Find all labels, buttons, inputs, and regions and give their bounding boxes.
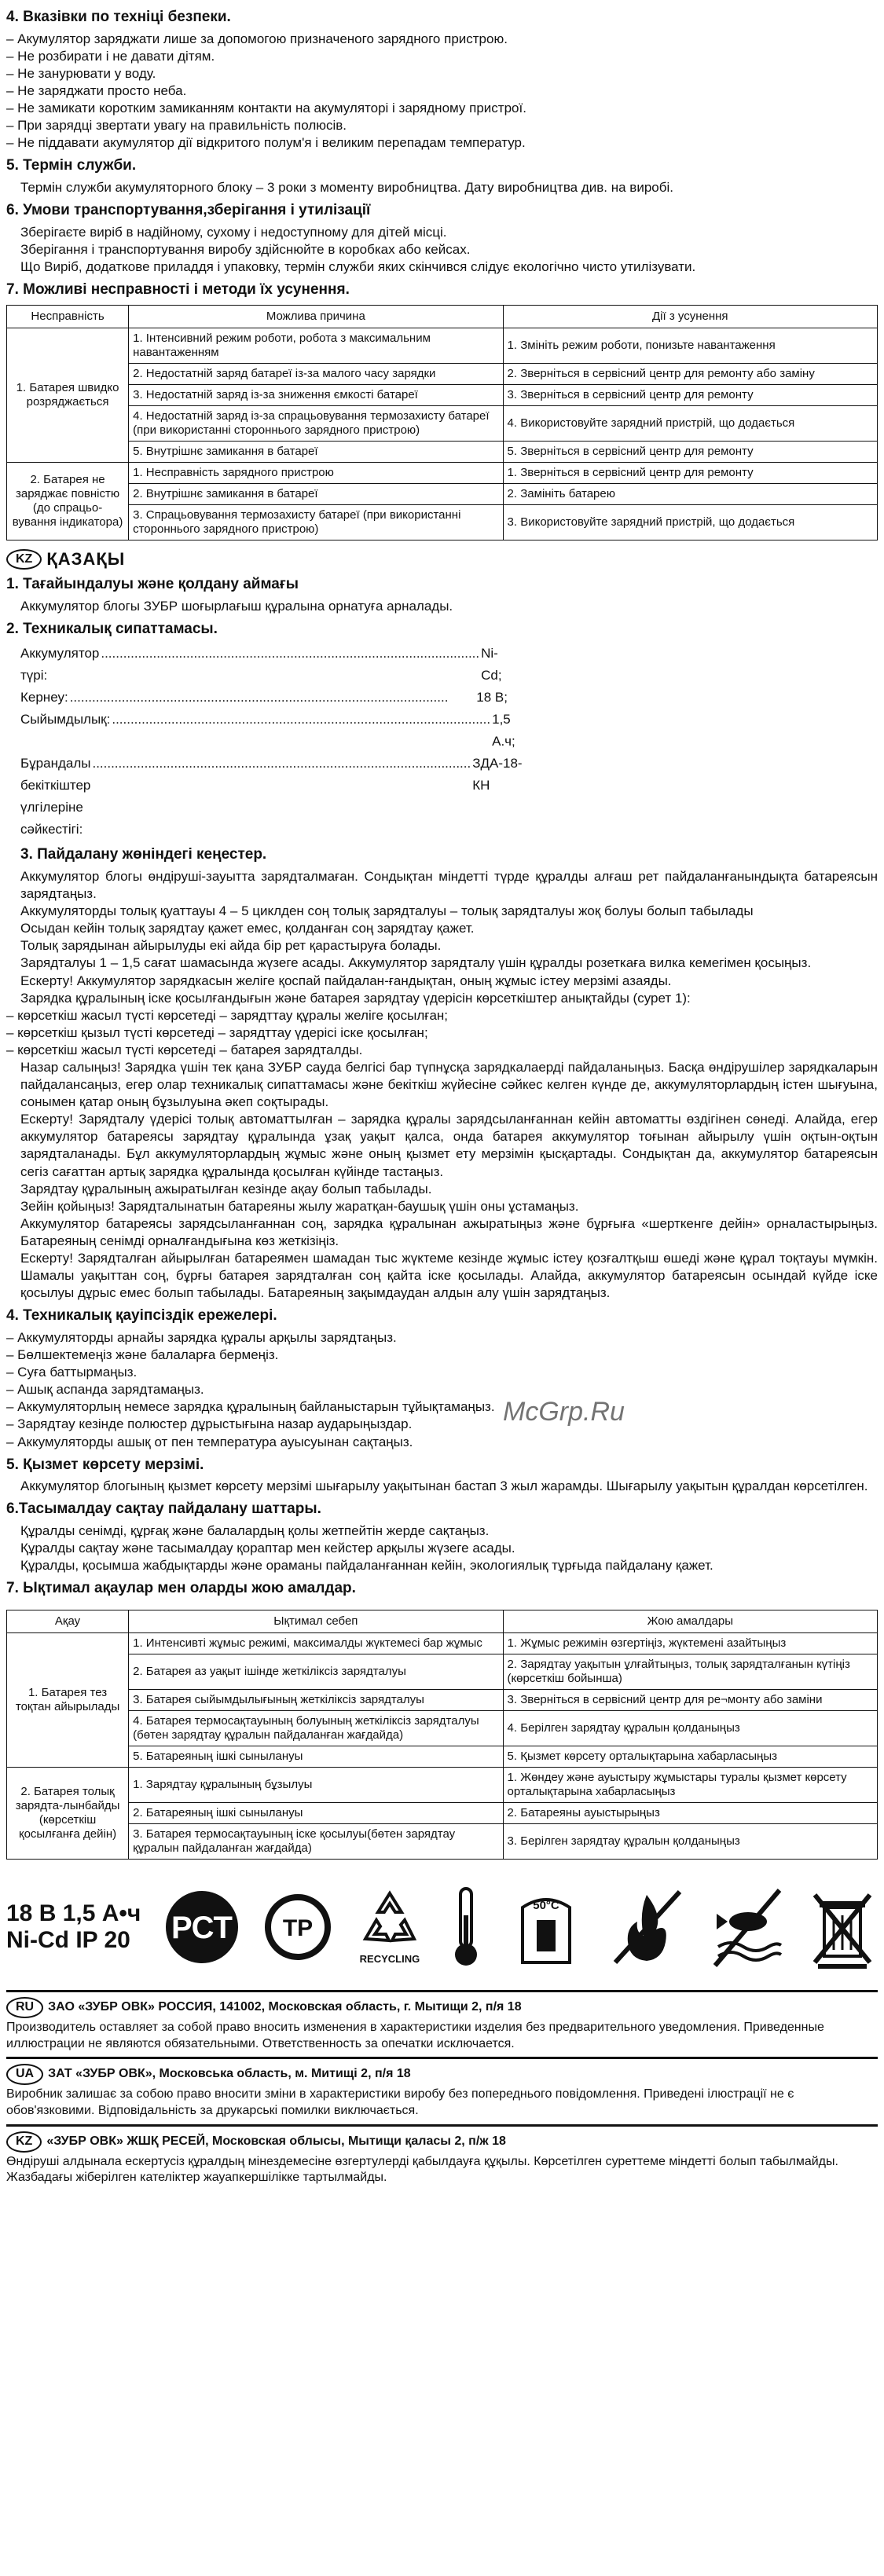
kz-s4-line: – Суға баттырмаңыз. [6,1365,138,1380]
kz-s3-para: Ескерту! Зарядталу үдерісі толық автоматтылған – зарядка құралы зарядсыланғаннан кейін автоматты өздігінен сөнеді. Алайда, егер аккумулятор батареясы зарядтау құралында ұзақ уақыт қалса, онда батарея аккумулятор тоғынан айырылу үшін оқтын-оқтын зарядталанады. Бұл аккумуляторлардың жұмыс және оның қызмет ету мерзімін қысқартады. Сондықтан да, аккумулятор батареясын сегіз сағаттан артық зарядка құралында қосылған күйінде тастаңыз. [20,1112,878,1179]
fault-cell: 2. Батарея не заряджає повністю (до спрацьо-вування індикатора) [7,462,129,540]
spec-leader: ...................................................................................................... [69,689,449,705]
cause-cell: 3. Недостатній заряд із-за зниження ємкості батареї [129,384,503,405]
ua-s6-line: Що Виріб, додаткове приладдя і упаковку, термін служби яких скінчився слідує екологічно чисто утилізувати. [20,259,696,274]
kz-s3-para: Зарядка құралының іске қосылғандығын және батарея зарядтау үдерісін көрсеткіштер анықтайды (сурет 1): [20,990,691,1006]
ua-s4-line: – Акумулятор заряджати лише за допомогою призначеного зарядного пристрою. [6,31,508,46]
table-row [7,384,878,405]
spec-value: 18 В; [476,689,508,705]
action-cell: 3. Зверніться в сервісний центр для ремонту [503,384,877,405]
spec-leader: ...................................................................................................... [92,756,471,771]
kz-faults-table [6,1610,878,1860]
kz-s3-para: – көрсеткіш жасыл түсті көрсетеді – батарея зарядталды. [6,1042,363,1057]
cause-cell: 2. Батареяның ішкі сынылануы [129,1803,503,1824]
ua-badge: UA [6,2064,43,2085]
kz-s4-line: – Аккумуляторды ашық от пен температура ауысуынан сақтаңыз. [6,1434,413,1449]
footer-ua [6,2064,878,2119]
kz-s3-para: Зейін қойыңыз! Зарядталынатын батареяны жылу жаратқан-баушық үшін оны ұстамаңыз. [20,1198,579,1214]
cause-cell: 1. Зарядтау құралының бұзылуы [129,1768,503,1803]
ua-s5-title: 5. Термін служби. [6,157,137,174]
table-row [7,1633,878,1654]
kz-title: ҚАЗАҚЫ [46,548,126,569]
table-row [7,1654,878,1690]
battery-specs-mark [6,1900,141,1955]
kz-s7-title: 7. Ықтимал ақаулар мен оларды жою амалдар. [6,1580,356,1597]
spec-value: 1,5 А.ч; [492,711,515,749]
action-cell: 4. Використовуйте зарядний пристрій, що додається [503,405,877,441]
recycling-icon [354,1889,425,1966]
ua-s4-title: 4. Вказівки по техніці безпеки. [6,9,231,25]
certification-marks [6,1872,878,1982]
ua-s6-line: Зберігання і транспортування виробу здійснюйте в коробках або кейсах. [20,241,471,257]
cause-cell: 4. Недостатній заряд із-за спрацьовування термозахисту батареї (при використанні стороннього зарядного пристрою) [129,405,503,441]
ua-s6-title: 6. Умови транспортування,зберігання і утилізації [6,202,371,219]
table-header: Несправність [7,305,129,328]
temp-label: 50°C [533,1899,560,1913]
footer-ru [6,1997,878,2052]
action-cell: 4. Берілген зарядтау құралын қолданыңыз [503,1711,877,1746]
spec-label: Аккумулятор түрі: [20,645,100,683]
kz-s3-para: Зарядталуы 1 – 1,5 сағат шамасында жүзеге асады. Аккумулятор зарядталу үшін құралды розеткаға вилка кемегімен қосыңыз. [20,955,812,971]
action-cell: 3. Зверніться в сервісний центр для ре¬монту або заміни [503,1690,877,1711]
eac-mark-icon [262,1892,333,1962]
spec-row [20,753,523,841]
kz-s4-line: – Бөлшектемеңіз және балаларға бермеңіз. [6,1347,279,1363]
battery-temp-icon [507,1884,585,1970]
table-row [7,1768,878,1803]
ua-s5-line: Термін служби акумуляторного блоку – 3 роки з моменту виробництва. Дату виробництва див. на виробі. [20,180,673,196]
ua-faults-table [6,305,878,540]
action-cell: 5. Зверніться в сервісний центр для ремонту [503,441,877,462]
no-water-icon [707,1884,786,1970]
svg-text:РСТ: РСТ [171,1911,233,1946]
no-trash-bin-icon [807,1884,878,1970]
table-row [7,441,878,462]
cause-cell: 1. Інтенсивний режим роботи, робота з максимальним навантаженням [129,328,503,363]
svg-text:ТР: ТР [282,1915,313,1942]
ua-s4-line: – При зарядці звертати увагу на правильність полюсів. [6,118,347,134]
kz-language-header [6,548,878,571]
ua-s4-line: – Не замикати коротким замиканням контакти на акумуляторі і зарядному пристрої. [6,101,526,116]
kz-s3-para: Толық зарядынан айырылуды екі айда бір рет қарастыруға болады. [20,938,442,954]
action-cell: 2. Замініть батарею [503,483,877,504]
watermark: McGrp.Ru [503,1397,625,1427]
rst-mark-icon [163,1888,241,1966]
cause-cell: 1. Интенсивті жұмыс режимі, максималды жүктемесі бар жұмыс [129,1633,503,1654]
kz-s3-para: Назар салыңыз! Зарядка үшін тек қана ЗУБР сауда белгісі бар түпнұсқа зарядкалаерді пайдаланыңыз. Басқа өндірушілер зарядкаларын пайдалансаңыз, егер олар техникалық сипаттамасы және бекіткіш жүйесіне сәйкес келген күнде де, аккумуляторлардың істен шығуына, сонымен қатар оның бұзылуына әкеп соқтырады. [20,1059,878,1110]
kz-s5-title: 5. Қызмет көрсету мерзімі. [6,1456,204,1473]
cause-cell: 3. Спрацьовування термозахисту батареї (при використанні стороннього зарядного пристрою) [129,504,503,540]
table-row [7,328,878,363]
kz-s6-title: 6.Тасымалдау сақтау пайдалану шаттары. [6,1501,321,1518]
ua-s6-line: Зберігаєте виріб в надійному, сухому і недоступному для дітей місці. [20,224,447,240]
spec-value: Ni-Cd; [481,645,502,683]
kz-specs-list [6,643,523,841]
specs-line: 18 В 1,5 А•ч [6,1900,141,1926]
table-header: Ақау [7,1610,129,1633]
action-cell: 1. Жұмыс режимін өзгертіңіз, жүктемені азайтыңыз [503,1633,877,1654]
table-row [7,1824,878,1860]
table-header: Жою амалдары [503,1610,877,1633]
kz-s3-para: Ескерту! Зарядталған айырылған батареямен шамадан тыс жүктеме кезінде жұмыс істеу қозғалтқыш өшеді және құрал тоқтауы мүмкін. Шамалы уақыттан соң, бұрғы батарея зарядталған соң қайта іске қосылады. Алайда, аккумулятор батареясын осындай күйде іске қосылуы дұрыс емес болып табылады. Батареяның зақымдаудан алдын алу үшін зарядтаңыз. [20,1251,878,1301]
spec-leader: ...................................................................................................... [112,711,491,727]
kz-s4-title: 4. Техникалық қауіпсіздік ережелері. [6,1307,277,1325]
kz-s3-para: Аккумулятор батареясы зарядсыланғаннан соң, зарядка құралынан ажыратыңыз және бұрғыға «шерткенге дейін» орналастырыңыз. Батареяның сенімді орналғандығына көз жеткізіңіз. [20,1215,878,1248]
kz-s3-title: 3. Пайдалану жөніндегі кеңестер. [20,846,267,863]
kz-s4-line: – Аккумуляторды арнайы зарядка құралы арқылы зарядтаңыз. [6,1329,397,1345]
kz-s5-line: Аккумулятор блогының қызмет көрсету мерзімі шығарылу уақытынан бастап 3 жыл жарамды. Шығарылу уақытын құралдан көрсетілген. [20,1479,868,1494]
table-row [7,405,878,441]
divider [6,2057,878,2059]
table-row [7,1803,878,1824]
specs-line: Ni-Cd IP 20 [6,1927,130,1954]
kz-s6-line: Құралды сақтау және тасымалдау қораптар мен кейстер арқылы жүзеге асады. [20,1541,515,1556]
table-row [7,363,878,384]
cause-cell: 2. Недостатній заряд батареї із-за малого часу зарядки [129,363,503,384]
recycling-label: RECYCLING [359,1952,420,1965]
kz-s1-line: Аккумулятор блогы ЗУБР шоғырлағыш құралына орнатуға арналады. [20,599,453,614]
no-fire-icon [607,1884,686,1970]
footer-heading: ЗАТ «ЗУБР ОВК», Московська область, м. Митищі 2, п/я 18 [48,2067,411,2081]
kz-s3-para: Осыдан кейін толық зарядтау қажет емес, қолданған соң зарядтау қажет. [20,921,475,936]
action-cell: 2. Зверніться в сервісний центр для ремонту або заміну [503,363,877,384]
kz-s6-line: Құралды сенімді, құрғақ және балалардың қолы жетпейтін жерде сақтаңыз. [20,1523,490,1539]
table-row [7,462,878,483]
ru-badge: RU [6,1997,43,2018]
spec-leader: ...................................................................................................... [101,645,480,661]
kz-footer-badge: KZ [6,2131,42,2153]
kz-s4-list [6,1329,878,1451]
footer-heading: «ЗУБР ОВК» ЖШҚ РЕСЕЙ, Московская облысы, Мытищи қаласы 2, п/ж 18 [46,2134,506,2148]
spec-label: Бұрандалы бекіткіштер үлгілеріне сәйкестігі: [20,756,91,837]
kz-s3-para: – көрсеткіш жасыл түсті көрсетеді – зарядттау құралы желіге қосылған; [6,1007,449,1023]
cause-cell: 1. Несправність зарядного пристрою [129,462,503,483]
fault-cell: 1. Батарея швидко розряджається [7,328,129,462]
footer-text: Производитель оставляет за собой право вносить изменения в характеристики изделия без предварительного уведомления. Приведенные иллюстрации не являются обязательными. Ответственность за опечатки исключается. [6,2020,824,2050]
kz-badge: KZ [6,549,42,570]
table-row [7,504,878,540]
kz-s4-line: – Ашық аспанда зарядтамаңыз. [6,1382,204,1398]
kz-s3-para: – көрсеткіш қызыл түсті көрсетеді – зарядттау үдерісі іске қосылған; [6,1024,428,1040]
table-header: Дії з усунення [503,305,877,328]
spec-row [20,709,515,753]
kz-s3-body [6,868,878,1302]
fault-cell: 2. Батарея толық зарядта-лынбайды (көрсеткіш қосылғанға дейін) [7,1768,129,1860]
action-cell: 3. Використовуйте зарядний пристрій, що додається [503,504,877,540]
kz-s2-title: 2. Техникалық сипаттамасы. [6,621,218,638]
action-cell: 3. Берілген зарядтау құралын қолданыңыз [503,1824,877,1860]
cause-cell: 2. Внутрішнє замикання в батареї [129,483,503,504]
ua-s4-line: – Не заряджати просто неба. [6,82,187,98]
action-cell: 1. Зверніться в сервісний центр для ремонту [503,462,877,483]
action-cell: 1. Жөндеу және ауыстыру жұмыстары туралы қызмет көрсету орталықтарына хабарласыңыз [503,1768,877,1803]
ua-s4-line: – Не розбирати і не давати дітям. [6,48,215,64]
cause-cell: 3. Батарея термосақтауының іске қосылуы(бөтен зарядтау құралын пайдаланған жағдайда) [129,1824,503,1860]
footer-text: Виробник залишає за собою право вносити зміни в характеристики виробу без попереднього повідомлення. Приведені ілюстрації не є обов'язковими. Відповідальність за друкарські помилки виключається. [6,2087,794,2118]
footer-kz [6,2131,878,2186]
kz-s3-para: Ескерту! Аккумулятор зарядкасын желіге қоспай пайдалан-ғандықтан, оның жұмыс істеу мерзімі азаяды. [20,973,672,988]
table-row [7,1690,878,1711]
kz-s1-title: 1. Тағайындалуы және қолдану аймағы [6,576,299,593]
kz-s3-para: Зарядтау құралының ажыратылған кезінде ақау болып табылады. [20,1181,432,1196]
spec-value: ЗДА-18-КН [472,756,523,793]
table-header: Ықтимал себеп [129,1610,503,1633]
table-header: Можлива причина [129,305,503,328]
kz-s6-line: Құралды, қосымша жабдықтарды және ораманы пайдаланғаннан кейін, экологиялық тұрғыда пайдалану қажет. [20,1558,713,1574]
thermometer-icon [446,1884,486,1970]
spec-label: Кернеу: [20,689,68,705]
action-cell: 5. Қызмет көрсету орталықтарына хабарласыңыз [503,1746,877,1768]
spec-row [20,687,508,709]
action-cell: 2. Зарядтау уақытын ұлғайтыңыз, толық зарядталғанын күтіңіз (көрсеткіш бойынша) [503,1654,877,1690]
cause-cell: 3. Батарея сыйымдылығының жеткіліксіз зарядталуы [129,1690,503,1711]
spec-label: Сыйымдылық: [20,711,111,727]
kz-s3-para: Аккумуляторды толық қуаттауы 4 – 5 циклден соң толық зарядталуы – толық зарядталуы жоқ болуы болып табылады [20,903,754,919]
ua-s4-list [6,31,878,152]
divider [6,2124,878,2127]
table-row [7,483,878,504]
fault-cell: 1. Батарея тез тоқтан айырылады [7,1633,129,1768]
ua-s4-line: – Не піддавати акумулятор дії відкритого полум'я і великим перепадам температур. [6,135,526,151]
footer-text: Өндіруші алдынала ескертусіз құралдың мінездемесіне өзгертулерді қабылдауға құқылы. Көрсетілген суреттеме міндетті болып табылмайды. Жазбадағы жіберілген кателіктер жауапкершілікке тартылмайды. [6,2154,838,2185]
ua-s7-title: 7. Можливі несправності і методи їх усунення. [6,281,350,299]
kz-s3-para: Аккумулятор блогы өндіруші-зауытта зарядталмаған. Сондықтан міндетті түрде құралды алғаш рет пайдаланғанындықта батареясын зарядтаңыз. [20,868,878,902]
spec-row [20,643,508,687]
cause-cell: 5. Внутрішнє замикання в батареї [129,441,503,462]
cause-cell: 5. Батареяның ішкі сынылануы [129,1746,503,1768]
table-row [7,1711,878,1746]
cause-cell: 2. Батарея аз уақыт ішінде жеткіліксіз зарядталуы [129,1654,503,1690]
divider [6,1990,878,1992]
kz-s4-line: – Зарядтау кезінде полюстер дұрыстығына назар аударыңыздар. [6,1416,413,1432]
footer-heading: ЗАО «ЗУБР ОВК» РОССИЯ, 141002, Московская область, г. Мытищи 2, п/я 18 [48,2000,522,2014]
ua-s4-line: – Не занурювати у воду. [6,65,156,81]
kz-s4-line: – Аккумуляторлың немесе зарядка құралының байланыстарын тұйықтамаңыз. [6,1399,495,1415]
action-cell: 1. Змініть режим роботи, понизьте навантаження [503,328,877,363]
table-row [7,1746,878,1768]
action-cell: 2. Батареяны ауыстырыңыз [503,1803,877,1824]
cause-cell: 4. Батарея термосақтауының болуының жеткіліксіз зарядталуы (бөтен зарядтау құралын пайдаланған жағдайда) [129,1711,503,1746]
